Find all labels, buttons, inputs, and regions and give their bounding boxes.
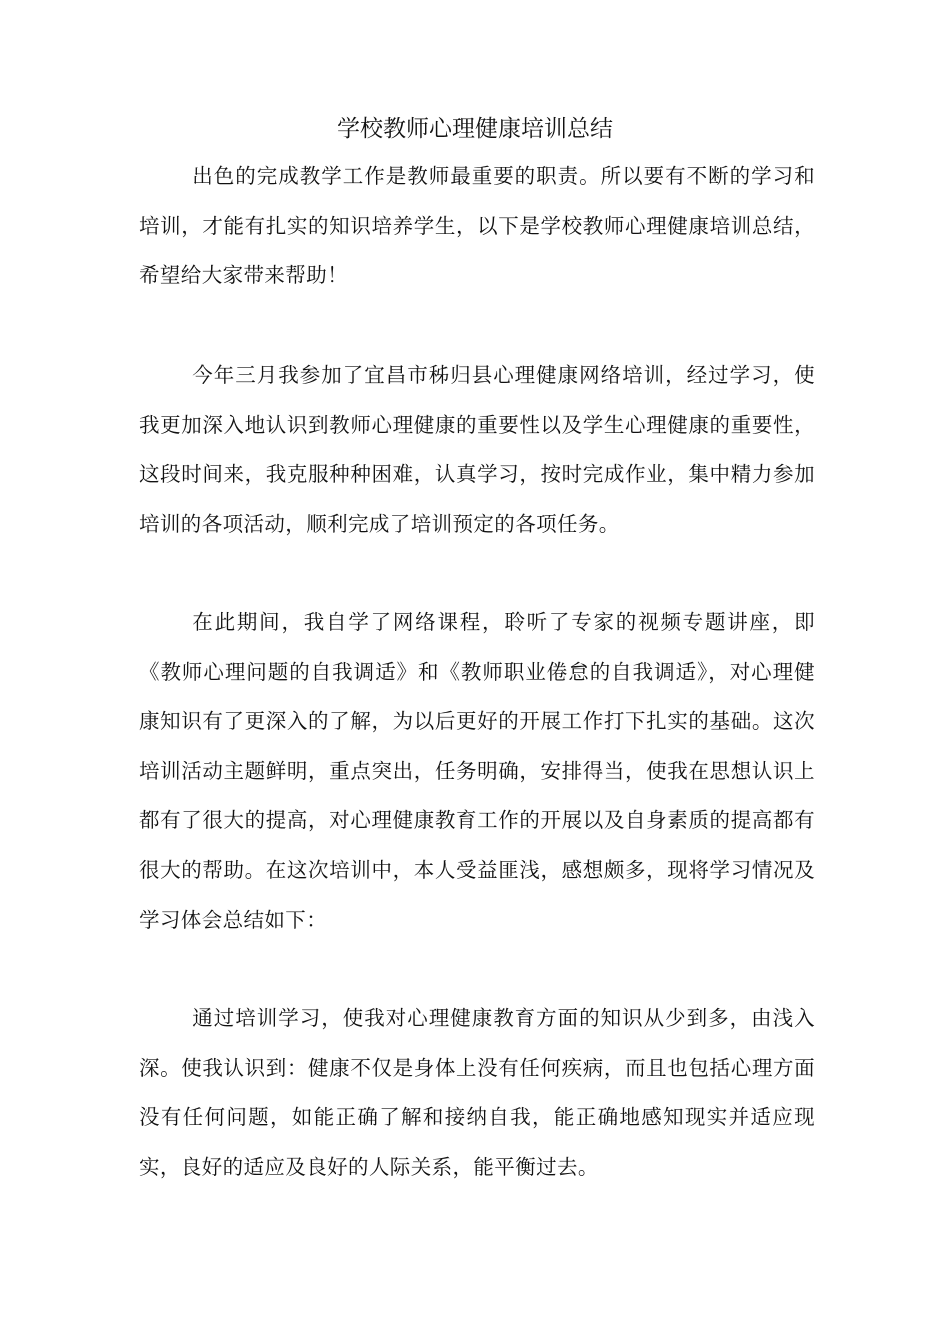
paragraph-study-period: 在此期间，我自学了网络课程，聆听了专家的视频专题讲座，即《教师心理问题的自我调适》和《教师职业倦怠的自我调适》，对心理健康知识有了更深入的了解，为以后更好的开展工作打下扎实的基础。这次培训活动主题鲜明，重点突出，任务明确，安排得当，使我在思想认识上都有了很大的提高，对心理健康教育工作的开展以及自身素质的提高都有很大的帮助。在这次培训中，本人受益匪浅，感想颇多，现将学习情况及学习体会总结如下： bbox=[139, 610, 815, 932]
paragraph-intro: 出色的完成教学工作是教师最重要的职责。所以要有不断的学习和培训，才能有扎实的知识培养学生，以下是学校教师心理健康培训总结，希望给大家带来帮助！ bbox=[139, 164, 815, 288]
paragraph-training-overview: 今年三月我参加了宜昌市秭归县心理健康网络培训，经过学习，使我更加深入地认识到教师心理健康的重要性以及学生心理健康的重要性，这段时间来，我克服种种困难，认真学习，按时完成作业，集中精力参加培训的各项活动，顺利完成了培训预定的各项任务。 bbox=[139, 363, 815, 536]
paragraph-learning-outcome: 通过培训学习，使我对心理健康教育方面的知识从少到多，由浅入深。使我认识到：健康不仅是身体上没有任何疾病，而且也包括心理方面没有任何问题，如能正确了解和接纳自我，能正确地感知现实并适应现实，良好的适应及良好的人际关系，能平衡过去。 bbox=[139, 1006, 815, 1179]
document-title: 学校教师心理健康培训总结 bbox=[337, 116, 613, 142]
